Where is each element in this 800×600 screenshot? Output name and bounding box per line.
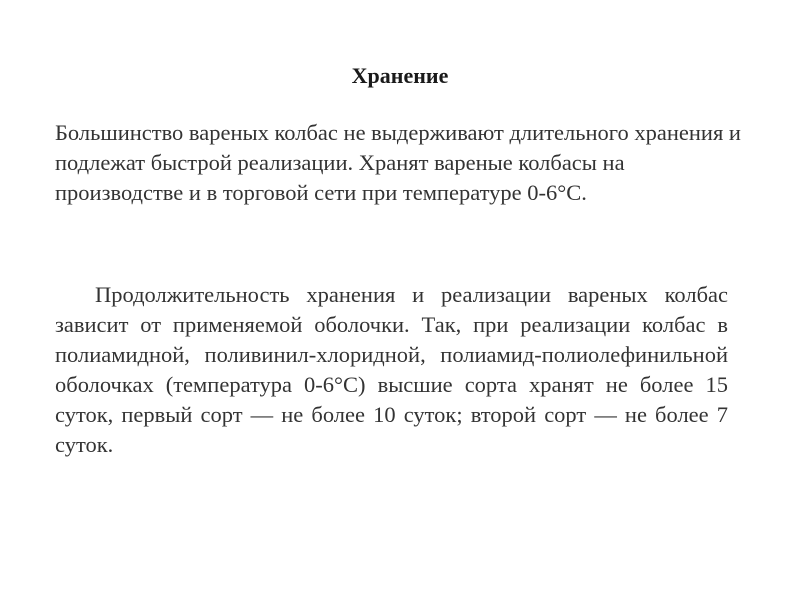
paragraph-storage-duration: Продолжительность хранения и реализации вареных колбас зависит от применяемой оболочки. Так, при реализации колбас в полиамидной, поливинил-хлоридной, полиамид-полиолефинильной оболочках (температура 0-6°С) высшие сорта хранят не более 15 суток, первый сорт — не более 10 суток; второй сорт — не более 7 суток. — [55, 282, 728, 457]
slide-title: Хранение — [351, 63, 449, 88]
paragraph-storage-intro: Большинство вареных колбас не выдерживают длительного хранения и подлежат быстрой реализации. Хранят вареные колбасы на производстве и в торговой сети при температуре 0-6°С. — [55, 120, 741, 205]
